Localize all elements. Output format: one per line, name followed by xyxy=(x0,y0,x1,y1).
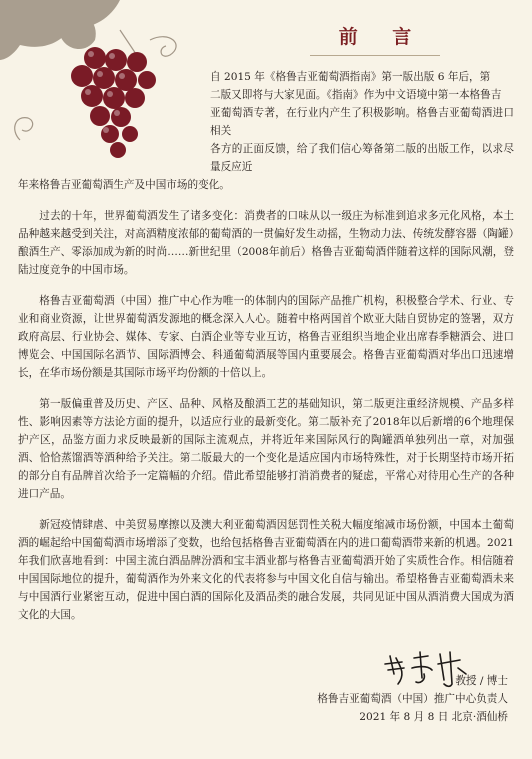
paragraph-4: 第一版偏重普及历史、产区、品种、风格及酿酒工艺的基础知识，第二版更注重经济规模、产品多样性、影响因素等方法论方面的提升，以适应行业的最新变化。第二版补充了2018年以后新增的6个地理保护产区，品鉴方面力求反映最新的国际主流观点，并将近年来国际风行的陶罐酒单独列出一章，对加强酒、恰恰蒸馏酒等酒种给予关注。第二版最大的一个变化是适应国内市场特殊性，对于长期坚持市场开拓的部分自有品牌首次给予一定篇幅的介绍。借此希望能够打消消费者的疑虑，平常心对待用心生产的各种进口产品。 xyxy=(18,398,514,500)
paragraph-1-tail: 年来格鲁吉亚葡萄酒生产及中国市场的变化。 xyxy=(18,179,230,191)
date-place: 2021 年 8 月 8 日 北京·酒仙桥 xyxy=(359,711,508,723)
paragraph-1-lead xyxy=(210,68,514,176)
paragraph-1-line: 二版又即将与大家见面。《指南》作为中文语境中第一本格鲁吉 xyxy=(210,89,502,101)
preface-header xyxy=(300,22,450,56)
preface-body xyxy=(18,68,514,637)
author-role: 教授 / 博士 xyxy=(455,675,508,687)
paragraph-1-line: 自 2015 年《格鲁吉亚葡萄酒指南》第一版出版 6 年后，第 xyxy=(210,71,491,83)
signature-block xyxy=(248,652,508,726)
paragraph-1-line: 亚葡萄酒专著，在行业内产生了积极影响。格鲁吉亚葡萄酒进口相关 xyxy=(210,107,514,137)
paragraph-1-line: 各方的正面反馈，给了我们信心筹备第二版的出版工作，以求尽量反应近 xyxy=(210,143,514,173)
paragraph-2: 过去的十年，世界葡萄酒发生了诸多变化：消费者的口味从以一级庄为标准到追求多元化风格，本土品种越来越受到关注，对高酒精度浓郁的葡萄酒的一贯偏好发生动摇，生物动力法、传统发酵容器（陶罐）酿酒生产、零添加成为新的时尚……新世纪里（2008年前后）格鲁吉亚葡萄酒伴随着这样的国际风潮，登陆过度竞争的中国市场。 xyxy=(18,210,514,276)
page-title: 前 言 xyxy=(338,26,426,48)
paragraph-3: 格鲁吉亚葡萄酒（中国）推广中心作为唯一的体制内的国际产品推广机构，积极整合学术、行业、专业和商业资源，让世界葡萄酒发源地的概念深入人心。随着中格两国首个欧亚大陆自贸协定的签署，双方政府高层、行业协会、媒体、专家、白酒企业等专业互访，格鲁吉亚组织当地企业出席春季糖酒会、进口博览会、中国国际名酒节、国际酒博会、科通葡萄酒展等国内重要展会。格鲁吉亚葡萄酒对华出口迅速增长，在华市场份额是其国际市场平均份额的十倍以上。 xyxy=(18,295,514,379)
author-organization: 格鲁吉亚葡萄酒（中国）推广中心负责人 xyxy=(317,693,508,705)
paragraph-5: 新冠疫情肆虐、中美贸易摩擦以及澳大利亚葡萄酒因惩罚性关税大幅度缩减市场份额，中国本土葡萄酒的崛起给中国葡萄酒市场增添了变数，也给包括格鲁吉亚葡萄酒在内的进口葡萄酒带来新的机遇。2021年我们欣喜地看到：中国主流白酒品牌汾酒和宝丰酒业都与格鲁吉亚葡萄酒开始了实质性合作。相信随着中国国际地位的提升，葡萄酒作为外来文化的代表将参与中国文化自信与输出。希望格鲁吉亚葡萄酒未来与中国酒行业紧密互动，促进中国白酒的国际化及酒品类的融合发展，共同见证中国从酒消费大国成为酒文化的大国。 xyxy=(18,519,514,621)
title-underline xyxy=(310,55,440,56)
